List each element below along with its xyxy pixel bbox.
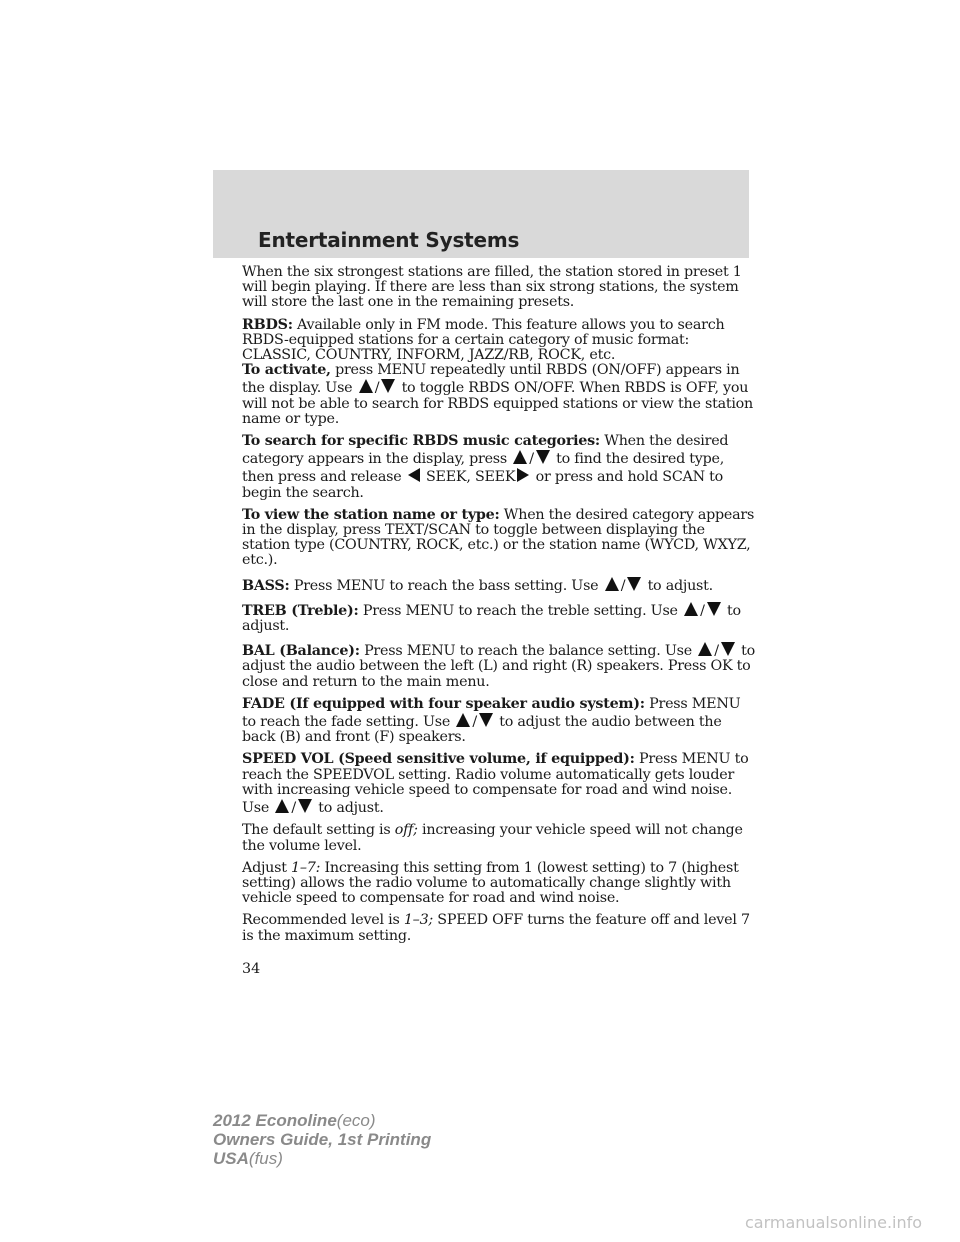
paragraph-activate [242,363,757,427]
footer-market: USA [213,1149,249,1168]
down-arrow-icon [535,449,551,465]
bass-label: BASS: [242,577,290,594]
down-arrow-icon [706,601,722,617]
treb-text-1: Press MENU to reach the treble setting. Use [362,602,678,619]
up-arrow-icon [697,641,713,657]
rbds-text: Available only in FM mode. This feature allows you to search RBDS-equipped stations for a certain category of music format: CLASSIC, COUNTRY, INFORM, JAZZ/RB, ROCK, etc. [242,316,725,364]
paragraph-recommended [242,913,757,943]
up-arrow-icon [455,712,471,728]
rbds-label: RBDS: [242,316,293,333]
paragraph-speed-vol [242,752,757,816]
default-em: off; [394,822,418,839]
footer-model: 2012 Econoline [213,1111,337,1130]
footer-line-1 [213,1111,431,1130]
down-arrow-icon [626,576,642,592]
left-arrow-icon [407,467,421,483]
speed-use: Use [242,800,270,817]
footer-line-2: Owners Guide, 1st Printing [213,1130,432,1149]
activate-label: To activate, [242,362,331,379]
fade-label: FADE (If equipped with four speaker audio system): [242,695,645,712]
paragraph-treble [242,601,757,634]
search-text-1: When the desired category appears in the display, press [242,433,729,468]
search-text-2: to find the desired type, then press and release [242,451,725,486]
rec-text-2: SPEED OFF turns the feature off and level 7 is the maximum setting. [242,912,750,944]
bass-text-2: to adjust. [647,577,713,594]
down-arrow-icon [380,378,396,394]
down-arrow-icon [720,641,736,657]
slash: / [472,714,477,731]
search-label: To search for specific RBDS music categories: [242,433,600,450]
paragraph-default-setting [242,823,757,853]
rec-em: 1–3; [403,912,433,929]
paragraph-bass [242,576,757,594]
search-text-3: SEEK, SEEK [426,469,516,486]
bass-text-1: Press MENU to reach the bass setting. Use [293,577,599,594]
slash: / [291,800,296,817]
section-title: Entertainment Systems [258,228,520,252]
adjust-em: 1–7: [291,859,321,876]
up-arrow-icon [683,601,699,617]
search-text-4: or press and hold SCAN to begin the search. [242,469,723,501]
paragraph-adjust [242,861,757,907]
down-arrow-icon [478,712,494,728]
adjust-text-2: Increasing this setting from 1 (lowest setting) to 7 (highest setting) allows the radio volume to automatically change slightly with vehicle speed to compensate for road and wind noise. [242,859,739,907]
print-footer [213,1111,431,1168]
treb-text-2: to adjust. [242,602,741,635]
up-arrow-icon [512,449,528,465]
rec-text-1: Recommended level is [242,912,400,929]
speed-text-1: Press MENU to reach the SPEEDVOL setting. Radio volume automatically gets louder with increasing vehicle speed to compensate for road and wind noise. [242,751,749,798]
fade-text-1: Press MENU to reach the fade setting. Use [242,695,741,731]
right-arrow-icon [516,467,530,483]
paragraph-rbds [242,318,757,364]
up-arrow-icon [274,798,290,814]
footer-model-code: (eco) [336,1111,376,1130]
slash: / [620,577,626,594]
default-text-1: The default setting is [242,822,391,839]
speed-label: SPEED VOL (Speed sensitive volume, if equipped): [242,751,635,768]
slash: / [374,380,380,397]
slash: / [700,602,705,619]
footer-market-code: (fus) [248,1149,283,1168]
fade-text-2: to adjust the audio between the back (B) and front (F) speakers. [242,714,722,746]
paragraph-balance [242,641,757,690]
page-content [242,265,757,951]
activate-text-1: press MENU repeatedly until RBDS (ON/OFF) appears in the display. Use [242,362,740,397]
watermark: carmanualsonline.info [745,1213,923,1232]
paragraph-search-categories [242,434,757,501]
slash: / [714,643,719,660]
speed-text-2: to adjust. [318,800,384,817]
up-arrow-icon [358,378,374,394]
up-arrow-icon [604,576,620,592]
adjust-text-1: Adjust [242,859,287,876]
paragraph-fade [242,697,757,746]
footer-line-3 [213,1149,431,1168]
down-arrow-icon [297,798,313,814]
view-label: To view the station name or type: [242,506,500,523]
paragraph-presets: When the six strongest stations are filled, the station stored in preset 1 will begin playing. If there are less than six strong stations, the system will store the last one in the remaining presets. [242,264,742,311]
bal-text-1: Press MENU to reach the balance setting. Use [364,643,692,660]
bal-text-2: to adjust the audio between the left (L) and right (R) speakers. Press OK to close and return to the main menu. [242,643,755,690]
paragraph-view-station [242,508,757,569]
activate-text-2: to toggle RBDS ON/OFF. When RBDS is OFF, you will not be able to search for RBDS equipped stations or view the station name or type. [242,380,753,427]
page-number: 34 [242,961,261,977]
default-text-2: increasing your vehicle speed will not change the volume level. [242,822,743,854]
slash: / [529,451,534,468]
treb-label: TREB (Treble): [242,602,359,619]
bal-label: BAL (Balance): [242,643,360,660]
view-text: When the desired category appears in the display, press TEXT/SCAN to toggle between displaying the station type (COUNTRY, ROCK, etc.) or the station name (WYCD, WXYZ, etc.). [242,506,755,569]
